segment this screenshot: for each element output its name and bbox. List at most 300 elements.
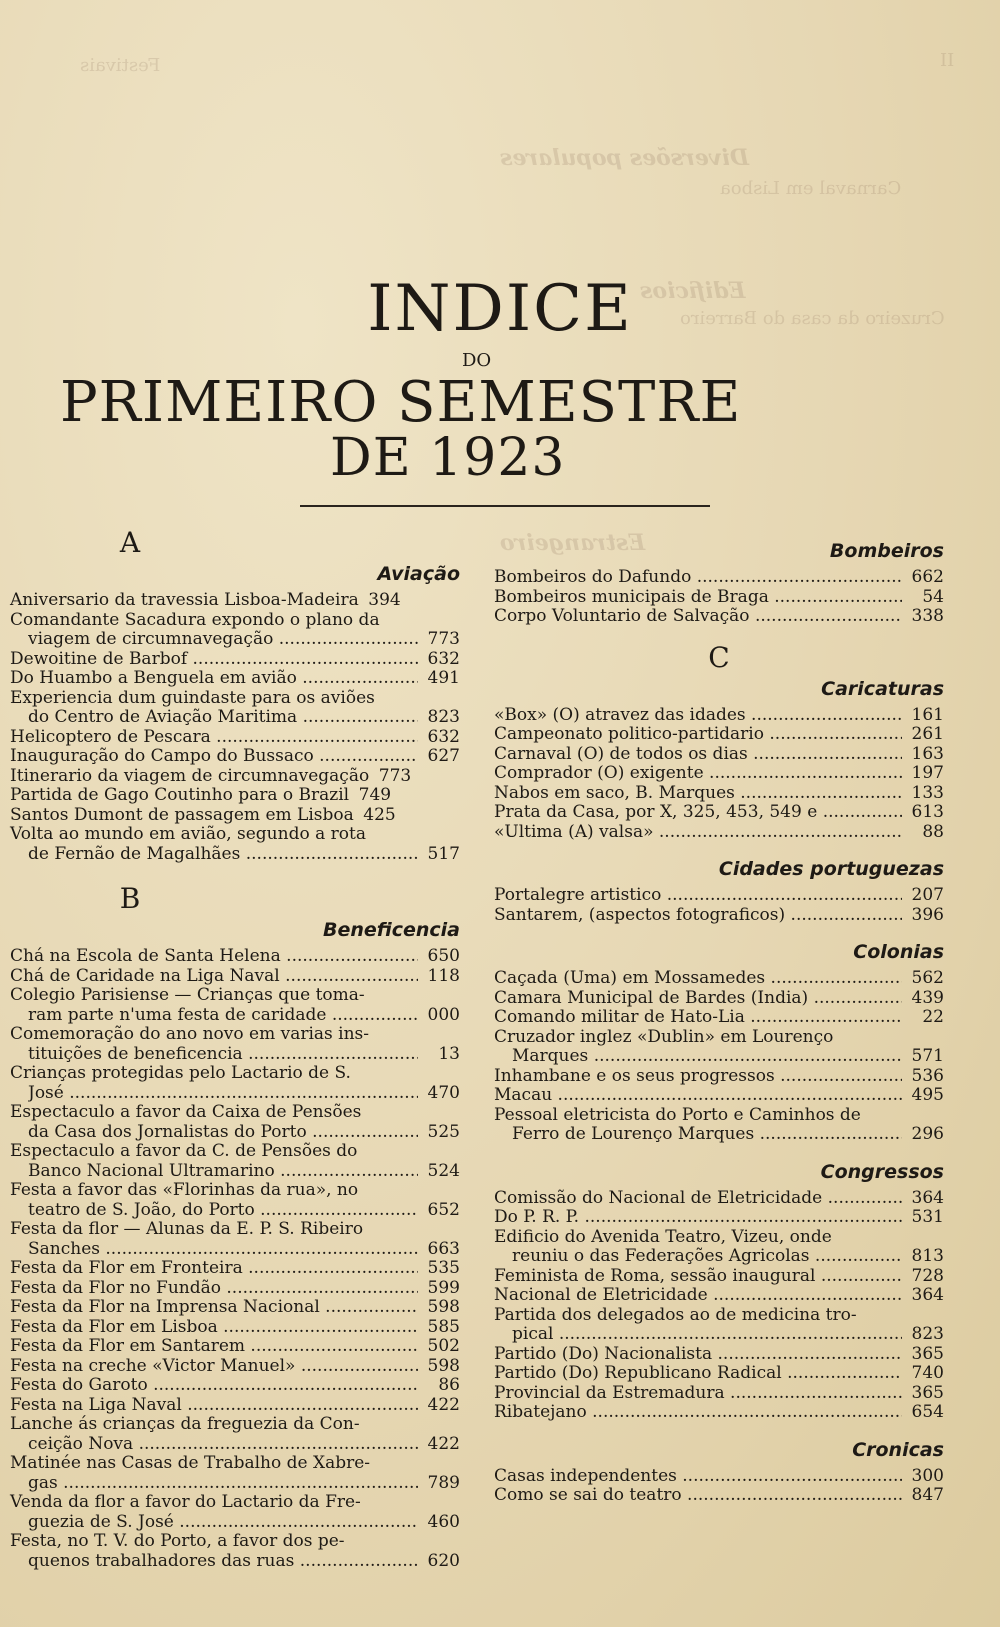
section-heading-aviacao: Aviação — [377, 563, 460, 585]
entry-title-line: Festa a favor das «Florinhas da rua», no — [10, 1180, 359, 1200]
entry-title: Campeonato politico-partidario ..... — [494, 725, 902, 745]
index-entry — [494, 989, 944, 1009]
entry-page-number: 161 — [911, 704, 944, 725]
page-mark-top-right: II — [940, 50, 955, 71]
entry-line — [494, 1067, 944, 1087]
index-entry — [10, 1259, 460, 1279]
entry-title: Festa na Liga Naval ..... — [10, 1396, 418, 1416]
index-entry — [10, 786, 460, 806]
entry-page-number: 000 — [427, 1004, 460, 1025]
index-entry — [494, 1086, 944, 1106]
index-entry — [10, 825, 460, 864]
entry-page-number: 525 — [427, 1121, 460, 1142]
section-heading-bombeiros: Bombeiros — [829, 540, 944, 562]
entry-page-number: 773 — [378, 765, 412, 786]
entry-title: do Centro de Aviação Maritima ..... — [28, 708, 418, 728]
entry-title: Dewoitine de Barbof ..... — [10, 650, 418, 670]
entry-title: Festa da Flor em Lisboa ..... — [10, 1318, 418, 1338]
entry-title: Nacional de Eletricidade ..... — [494, 1286, 902, 1306]
entry-line — [10, 1084, 460, 1104]
entry-page-number: 524 — [427, 1160, 460, 1181]
entry-line — [494, 969, 944, 989]
bleed-through-text: Edificios — [640, 278, 746, 304]
entry-title-line: Experiencia dum guindaste para os aviões — [10, 687, 375, 708]
entry-line — [494, 1345, 944, 1365]
entry-line — [10, 1318, 460, 1338]
entry-title: pical ..... — [512, 1325, 902, 1345]
entry-title: Comprador (O) exigente ..... — [494, 764, 902, 784]
index-entry — [494, 1189, 944, 1209]
entry-line — [10, 1376, 460, 1396]
cronicas-entries — [494, 1467, 944, 1506]
entry-title-line: Comemoração do ano novo em varias ins- — [10, 1024, 370, 1044]
entry-title-line: Colegio Parisiense — Crianças que toma- — [10, 985, 365, 1005]
entry-title: «Box» (O) atravez das idades ..... — [494, 706, 902, 726]
index-entry — [494, 725, 944, 745]
entry-line — [10, 947, 460, 967]
entry-line — [10, 1123, 460, 1143]
index-entry — [10, 747, 460, 767]
entry-line — [10, 630, 460, 650]
entry-page-number: 54 — [922, 586, 944, 607]
entry-page-number: 620 — [427, 1550, 460, 1571]
entry-page-number: 728 — [911, 1265, 944, 1286]
entry-line — [10, 1513, 460, 1533]
entry-line — [494, 1086, 944, 1106]
entry-page-number: 562 — [911, 968, 944, 988]
entry-page-number: 163 — [911, 743, 944, 764]
entry-line — [10, 1259, 460, 1279]
entry-line — [494, 1008, 944, 1028]
entry-title: Provincial da Estremadura ..... — [494, 1384, 902, 1404]
entry-title-line: Cruzador inglez «Dublin» em Lourenço — [494, 1026, 834, 1047]
entry-title-line: Crianças protegidas pelo Lactario de S. — [10, 1063, 351, 1083]
entry-line — [10, 1045, 460, 1065]
entry-title-line: Festa, no T. V. do Porto, a favor dos pe- — [10, 1531, 345, 1551]
entry-title-line: Venda da flor a favor do Lactario da Fre- — [10, 1492, 361, 1512]
entry-page-number: 535 — [427, 1258, 460, 1278]
index-entry — [494, 1067, 944, 1087]
entry-title-line: Volta ao mundo em avião, segundo a rota — [10, 824, 366, 844]
entry-line — [10, 967, 460, 987]
entry-line — [10, 1279, 460, 1299]
entry-title: Festa na creche «Victor Manuel» ..... — [10, 1357, 418, 1377]
entry-line — [10, 650, 460, 670]
index-entry — [10, 1415, 460, 1454]
entry-line — [494, 1247, 944, 1267]
entry-title: Camara Municipal de Bardes (India) ..... — [494, 989, 902, 1009]
index-entry — [494, 1267, 944, 1287]
entry-page-number: 571 — [911, 1046, 944, 1066]
entry-page-number: 740 — [911, 1363, 944, 1383]
entry-page-number: 439 — [911, 987, 944, 1008]
entry-line — [494, 1125, 944, 1145]
entry-page-number: 365 — [911, 1343, 944, 1364]
entry-title: Macau ..... — [494, 1086, 902, 1106]
colonias-entries — [494, 969, 944, 1145]
entry-page-number: 789 — [427, 1472, 460, 1493]
entry-page-number: 536 — [911, 1065, 944, 1086]
entry-line — [494, 1364, 944, 1384]
entry-title: ceição Nova ..... — [28, 1435, 418, 1455]
entry-page-number: 847 — [911, 1485, 944, 1505]
entry-page-number: 422 — [427, 1433, 460, 1454]
index-entry — [10, 1357, 460, 1377]
index-entry — [494, 803, 944, 823]
entry-title: Festa da Flor no Fundão ..... — [10, 1279, 418, 1299]
index-entry — [10, 767, 460, 787]
letter-heading-a: A — [119, 526, 141, 559]
entry-line — [494, 1189, 944, 1209]
index-entry — [494, 706, 944, 726]
entry-title: Portalegre artistico ..... — [494, 886, 902, 906]
entry-title-line: Festa da flor — Alunas da E. P. S. Ribeiro — [10, 1219, 364, 1239]
entry-page-number: 396 — [911, 904, 944, 925]
entry-line — [494, 1208, 944, 1228]
letter-heading-c: C — [708, 640, 730, 674]
entry-page-number: 133 — [911, 782, 944, 803]
entry-line — [494, 568, 944, 588]
beneficencia-entries — [10, 947, 460, 1571]
index-entry — [494, 607, 944, 627]
index-entry — [494, 1384, 944, 1404]
index-entry — [10, 728, 460, 748]
entry-line — [10, 1240, 460, 1260]
index-entry — [10, 1493, 460, 1532]
entry-line — [494, 1267, 944, 1287]
entry-title: Banco Nacional Ultramarino ..... — [28, 1162, 418, 1182]
entry-title: Festa da Flor em Fronteira ..... — [10, 1259, 418, 1279]
section-heading-caricaturas: Caricaturas — [821, 677, 944, 700]
entry-title: reuniu o das Federações Agricolas ..... — [512, 1247, 902, 1267]
index-entry — [10, 947, 460, 967]
entry-line — [494, 764, 944, 784]
entry-page-number: 296 — [911, 1124, 944, 1144]
index-entry — [494, 764, 944, 784]
entry-page-number: 502 — [427, 1336, 460, 1356]
entry-page-number: 599 — [427, 1277, 460, 1298]
entry-page-number: 627 — [427, 746, 460, 766]
index-entry — [10, 591, 460, 611]
index-entry — [494, 1306, 944, 1345]
index-entry — [10, 1181, 460, 1220]
entry-line — [10, 1201, 460, 1221]
entry-line — [494, 725, 944, 745]
page-title: INDICE — [367, 272, 633, 346]
index-entry — [10, 689, 460, 728]
entry-page-number: 813 — [911, 1246, 944, 1266]
index-entry — [10, 1318, 460, 1338]
index-entry — [494, 784, 944, 804]
entry-page-number: 261 — [911, 724, 944, 744]
entry-page-number: 338 — [911, 606, 944, 626]
entry-line — [10, 767, 460, 787]
index-entry — [10, 611, 460, 650]
entry-page-number: 495 — [911, 1085, 944, 1105]
entry-title: Ferro de Lourenço Marques ..... — [512, 1125, 902, 1145]
entry-line — [10, 1435, 460, 1455]
entry-line — [494, 886, 944, 906]
entry-title: da Casa dos Jornalistas do Porto ..... — [28, 1123, 418, 1143]
entry-title: Caçada (Uma) em Mossamedes ..... — [494, 969, 902, 989]
entry-title: Festa da Flor na Imprensa Nacional ..... — [10, 1298, 418, 1318]
entry-title: Comissão do Nacional de Eletricidade ..... — [494, 1189, 902, 1209]
entry-page-number: 422 — [427, 1394, 460, 1415]
entry-line — [494, 1403, 944, 1423]
index-entry — [10, 986, 460, 1025]
title-subtitle-line1: PRIMEIRO SEMESTRE — [60, 370, 742, 435]
entry-line — [10, 669, 460, 689]
entry-title: Partido (Do) Nacionalista ..... — [494, 1345, 902, 1365]
entry-page-number: 654 — [911, 1402, 944, 1422]
entry-title: Marques ..... — [512, 1047, 902, 1067]
entry-title: Chá na Escola de Santa Helena ..... — [10, 947, 418, 967]
entry-line — [10, 1396, 460, 1416]
index-entry — [10, 1376, 460, 1396]
index-entry — [494, 1008, 944, 1028]
entry-title-line: Partida dos delegados ao de medicina tro- — [494, 1304, 857, 1325]
entry-page-number: 585 — [427, 1316, 460, 1337]
entry-page-number: 598 — [427, 1355, 460, 1376]
entry-page-number: 22 — [922, 1007, 944, 1027]
entry-title: Sanches ..... — [28, 1240, 418, 1260]
entry-line — [10, 1337, 460, 1357]
entry-line — [494, 1286, 944, 1306]
entry-title: quenos trabalhadores das ruas ..... — [28, 1552, 418, 1572]
entry-title-line: Comandante Sacadura expondo o plano da — [10, 609, 380, 630]
index-entry — [10, 1454, 460, 1493]
index-entry — [10, 1532, 460, 1571]
entry-line — [10, 1162, 460, 1182]
entry-page-number: 118 — [427, 965, 460, 986]
entry-line — [10, 1474, 460, 1494]
entry-line — [494, 1384, 944, 1404]
entry-line — [494, 588, 944, 608]
entry-page-number: 632 — [427, 726, 460, 747]
index-entry — [10, 806, 460, 826]
bleed-through-text: Diversões populares — [500, 145, 749, 171]
entry-title-line: Edificio do Avenida Teatro, Vizeu, onde — [494, 1226, 832, 1247]
entry-page-number: 394 — [368, 590, 401, 610]
entry-page-number: 652 — [427, 1199, 460, 1220]
entry-page-number: 86 — [438, 1375, 460, 1395]
entry-line — [10, 708, 460, 728]
entry-page-number: 517 — [427, 843, 460, 864]
index-entry — [494, 1028, 944, 1067]
aviacao-entries — [10, 591, 460, 864]
entry-title-line: Espectaculo a favor da C. de Pensões do — [10, 1141, 358, 1161]
entry-page-number: 531 — [911, 1207, 944, 1227]
index-entry — [494, 1228, 944, 1267]
entry-line — [494, 1047, 944, 1067]
section-heading-congressos: Congressos — [820, 1160, 944, 1183]
index-entry — [494, 1208, 944, 1228]
entry-line — [494, 906, 944, 926]
bleed-through-text: Carnaval em Lisboa — [720, 178, 902, 199]
entry-line — [10, 845, 460, 865]
entry-title: tituições de beneficencia ..... — [28, 1045, 418, 1065]
entry-page-number: 364 — [911, 1187, 944, 1208]
index-entry — [494, 1467, 944, 1487]
entry-page-number: 650 — [427, 946, 460, 966]
entry-title: Nabos em saco, B. Marques ..... — [494, 784, 902, 804]
index-entry — [10, 967, 460, 987]
entry-line — [10, 591, 460, 611]
index-entry — [10, 650, 460, 670]
entry-page-number: 662 — [911, 567, 944, 587]
entry-title: Casas independentes ..... — [494, 1467, 902, 1487]
congressos-entries — [494, 1189, 944, 1423]
index-entry — [494, 969, 944, 989]
index-entry — [10, 1396, 460, 1416]
entry-title: Santos Dumont de passagem em Lisboa — [10, 804, 354, 825]
letter-heading-b: B — [119, 882, 141, 915]
entry-title: Partido (Do) Republicano Radical ..... — [494, 1364, 902, 1384]
entry-page-number: 613 — [911, 802, 944, 822]
section-heading-beneficencia: Beneficencia — [322, 919, 460, 941]
entry-line — [494, 607, 944, 627]
entry-title: Corpo Voluntario de Salvação ..... — [494, 607, 902, 627]
entry-title: Inhambane e os seus progressos ..... — [494, 1067, 902, 1087]
index-entry — [10, 1220, 460, 1259]
section-heading-cidades: Cidades portuguezas — [718, 858, 944, 880]
entry-line — [10, 786, 460, 806]
index-entry — [10, 1142, 460, 1181]
entry-title: «Ultima (A) valsa» ..... — [494, 823, 902, 843]
entry-line — [10, 1006, 460, 1026]
entry-page-number: 773 — [427, 629, 460, 649]
entry-page-number: 364 — [911, 1285, 944, 1305]
entry-title: de Fernão de Magalhães ..... — [28, 845, 418, 865]
entry-line — [494, 784, 944, 804]
entry-line — [494, 1467, 944, 1487]
entry-title: Santarem, (aspectos fotograficos) ..... — [494, 906, 902, 926]
index-entry — [10, 1103, 460, 1142]
entry-page-number: 425 — [363, 804, 396, 825]
section-heading-colonias: Colonias — [853, 941, 944, 963]
entry-page-number: 632 — [427, 648, 460, 669]
entry-page-number: 749 — [358, 785, 392, 805]
index-entry — [494, 1403, 944, 1423]
index-entry — [494, 886, 944, 906]
entry-line — [10, 1357, 460, 1377]
index-entry — [10, 1279, 460, 1299]
index-entry — [494, 745, 944, 765]
index-entry — [494, 568, 944, 588]
entry-title: Prata da Casa, por X, 325, 453, 549 e ..... — [494, 803, 902, 823]
entry-line — [494, 1325, 944, 1345]
entry-line — [10, 806, 460, 826]
entry-line — [494, 803, 944, 823]
entry-page-number: 197 — [911, 763, 944, 783]
entry-line — [10, 1552, 460, 1572]
entry-title: guezia de S. José ..... — [28, 1513, 418, 1533]
index-entry — [494, 1486, 944, 1506]
entry-title: Chá de Caridade na Liga Naval ..... — [10, 967, 418, 987]
entry-title: Carnaval (O) de todos os dias ..... — [494, 745, 902, 765]
entry-title: Itinerario da viagem de circumnavegação — [10, 765, 370, 786]
entry-line — [494, 706, 944, 726]
entry-title: Helicoptero de Pescara ..... — [10, 728, 418, 748]
entry-title: Comando militar de Hato-Lia ..... — [494, 1008, 902, 1028]
entry-line — [494, 989, 944, 1009]
index-entry — [494, 823, 944, 843]
entry-line — [10, 1298, 460, 1318]
entry-page-number: 823 — [911, 1324, 944, 1344]
bleed-through-text: Estrangeiro — [500, 530, 646, 556]
title-connector: DO — [462, 350, 492, 371]
left-column — [10, 520, 460, 1571]
entry-title-line: Pessoal eletricista do Porto e Caminhos de — [494, 1104, 861, 1125]
entry-title: Bombeiros do Dafundo ..... — [494, 568, 902, 588]
title-subtitle-line2: DE 1923 — [330, 428, 566, 488]
entry-page-number: 598 — [427, 1297, 460, 1317]
entry-page-number: 663 — [427, 1238, 460, 1259]
index-entry — [494, 1106, 944, 1145]
entry-title: José ..... — [28, 1084, 418, 1104]
entry-page-number: 207 — [911, 885, 944, 905]
entry-title: Como se sai do teatro ..... — [494, 1486, 902, 1506]
entry-page-number: 823 — [427, 707, 460, 727]
entry-title-line: Espectaculo a favor da Caixa de Pensões — [10, 1102, 362, 1122]
entry-title: viagem de circumnavegação ..... — [28, 630, 418, 650]
bleed-through-text: Cruzeiro da casa do Barreiro — [680, 308, 945, 329]
entry-page-number: 365 — [911, 1382, 944, 1403]
entry-title: teatro de S. João, do Porto ..... — [28, 1201, 418, 1221]
entry-line — [494, 1486, 944, 1506]
index-entry — [10, 669, 460, 689]
index-entry — [494, 588, 944, 608]
entry-title: Do Huambo a Benguela em avião ..... — [10, 669, 418, 689]
entry-title-line: Matinée nas Casas de Trabalho de Xabre- — [10, 1453, 371, 1473]
entry-page-number: 13 — [438, 1043, 460, 1064]
entry-title: Do P. R. P. ..... — [494, 1208, 902, 1228]
entry-line — [494, 823, 944, 843]
entry-title: Feminista de Roma, sessão inaugural ..... — [494, 1267, 902, 1287]
entry-line — [10, 728, 460, 748]
entry-page-number: 491 — [427, 668, 460, 688]
section-heading-cronicas: Cronicas — [852, 1438, 944, 1461]
index-entry — [494, 906, 944, 926]
index-entry — [494, 1345, 944, 1365]
bleed-through-text: Festivais — [80, 55, 161, 76]
entry-title: Inauguração do Campo do Bussaco ..... — [10, 747, 418, 767]
index-entry — [494, 1364, 944, 1384]
entry-line — [10, 747, 460, 767]
entry-title: Aniversario da travessia Lisboa-Madeira — [10, 590, 359, 610]
caricaturas-entries — [494, 706, 944, 843]
bombeiros-entries — [494, 568, 944, 627]
entry-page-number: 460 — [427, 1511, 460, 1532]
entry-title: Bombeiros municipais de Braga ..... — [494, 588, 902, 608]
right-column — [494, 536, 944, 1506]
index-entry — [10, 1064, 460, 1103]
entry-title: Partida de Gago Coutinho para o Brazil — [10, 785, 350, 805]
entry-page-number: 470 — [427, 1082, 460, 1103]
entry-page-number: 88 — [922, 821, 944, 842]
entry-title: ram parte n'uma festa de caridade ..... — [28, 1006, 418, 1026]
index-entry — [494, 1286, 944, 1306]
index-entry — [10, 1025, 460, 1064]
entry-line — [494, 745, 944, 765]
entry-title: Festa do Garoto ..... — [10, 1376, 418, 1396]
cidades-entries — [494, 886, 944, 925]
entry-title: gas ..... — [28, 1474, 418, 1494]
entry-page-number: 300 — [911, 1465, 944, 1486]
entry-title-line: Lanche ás crianças da freguezia da Con- — [10, 1414, 360, 1434]
index-entry — [10, 1298, 460, 1318]
entry-title: Festa da Flor em Santarem ..... — [10, 1337, 418, 1357]
